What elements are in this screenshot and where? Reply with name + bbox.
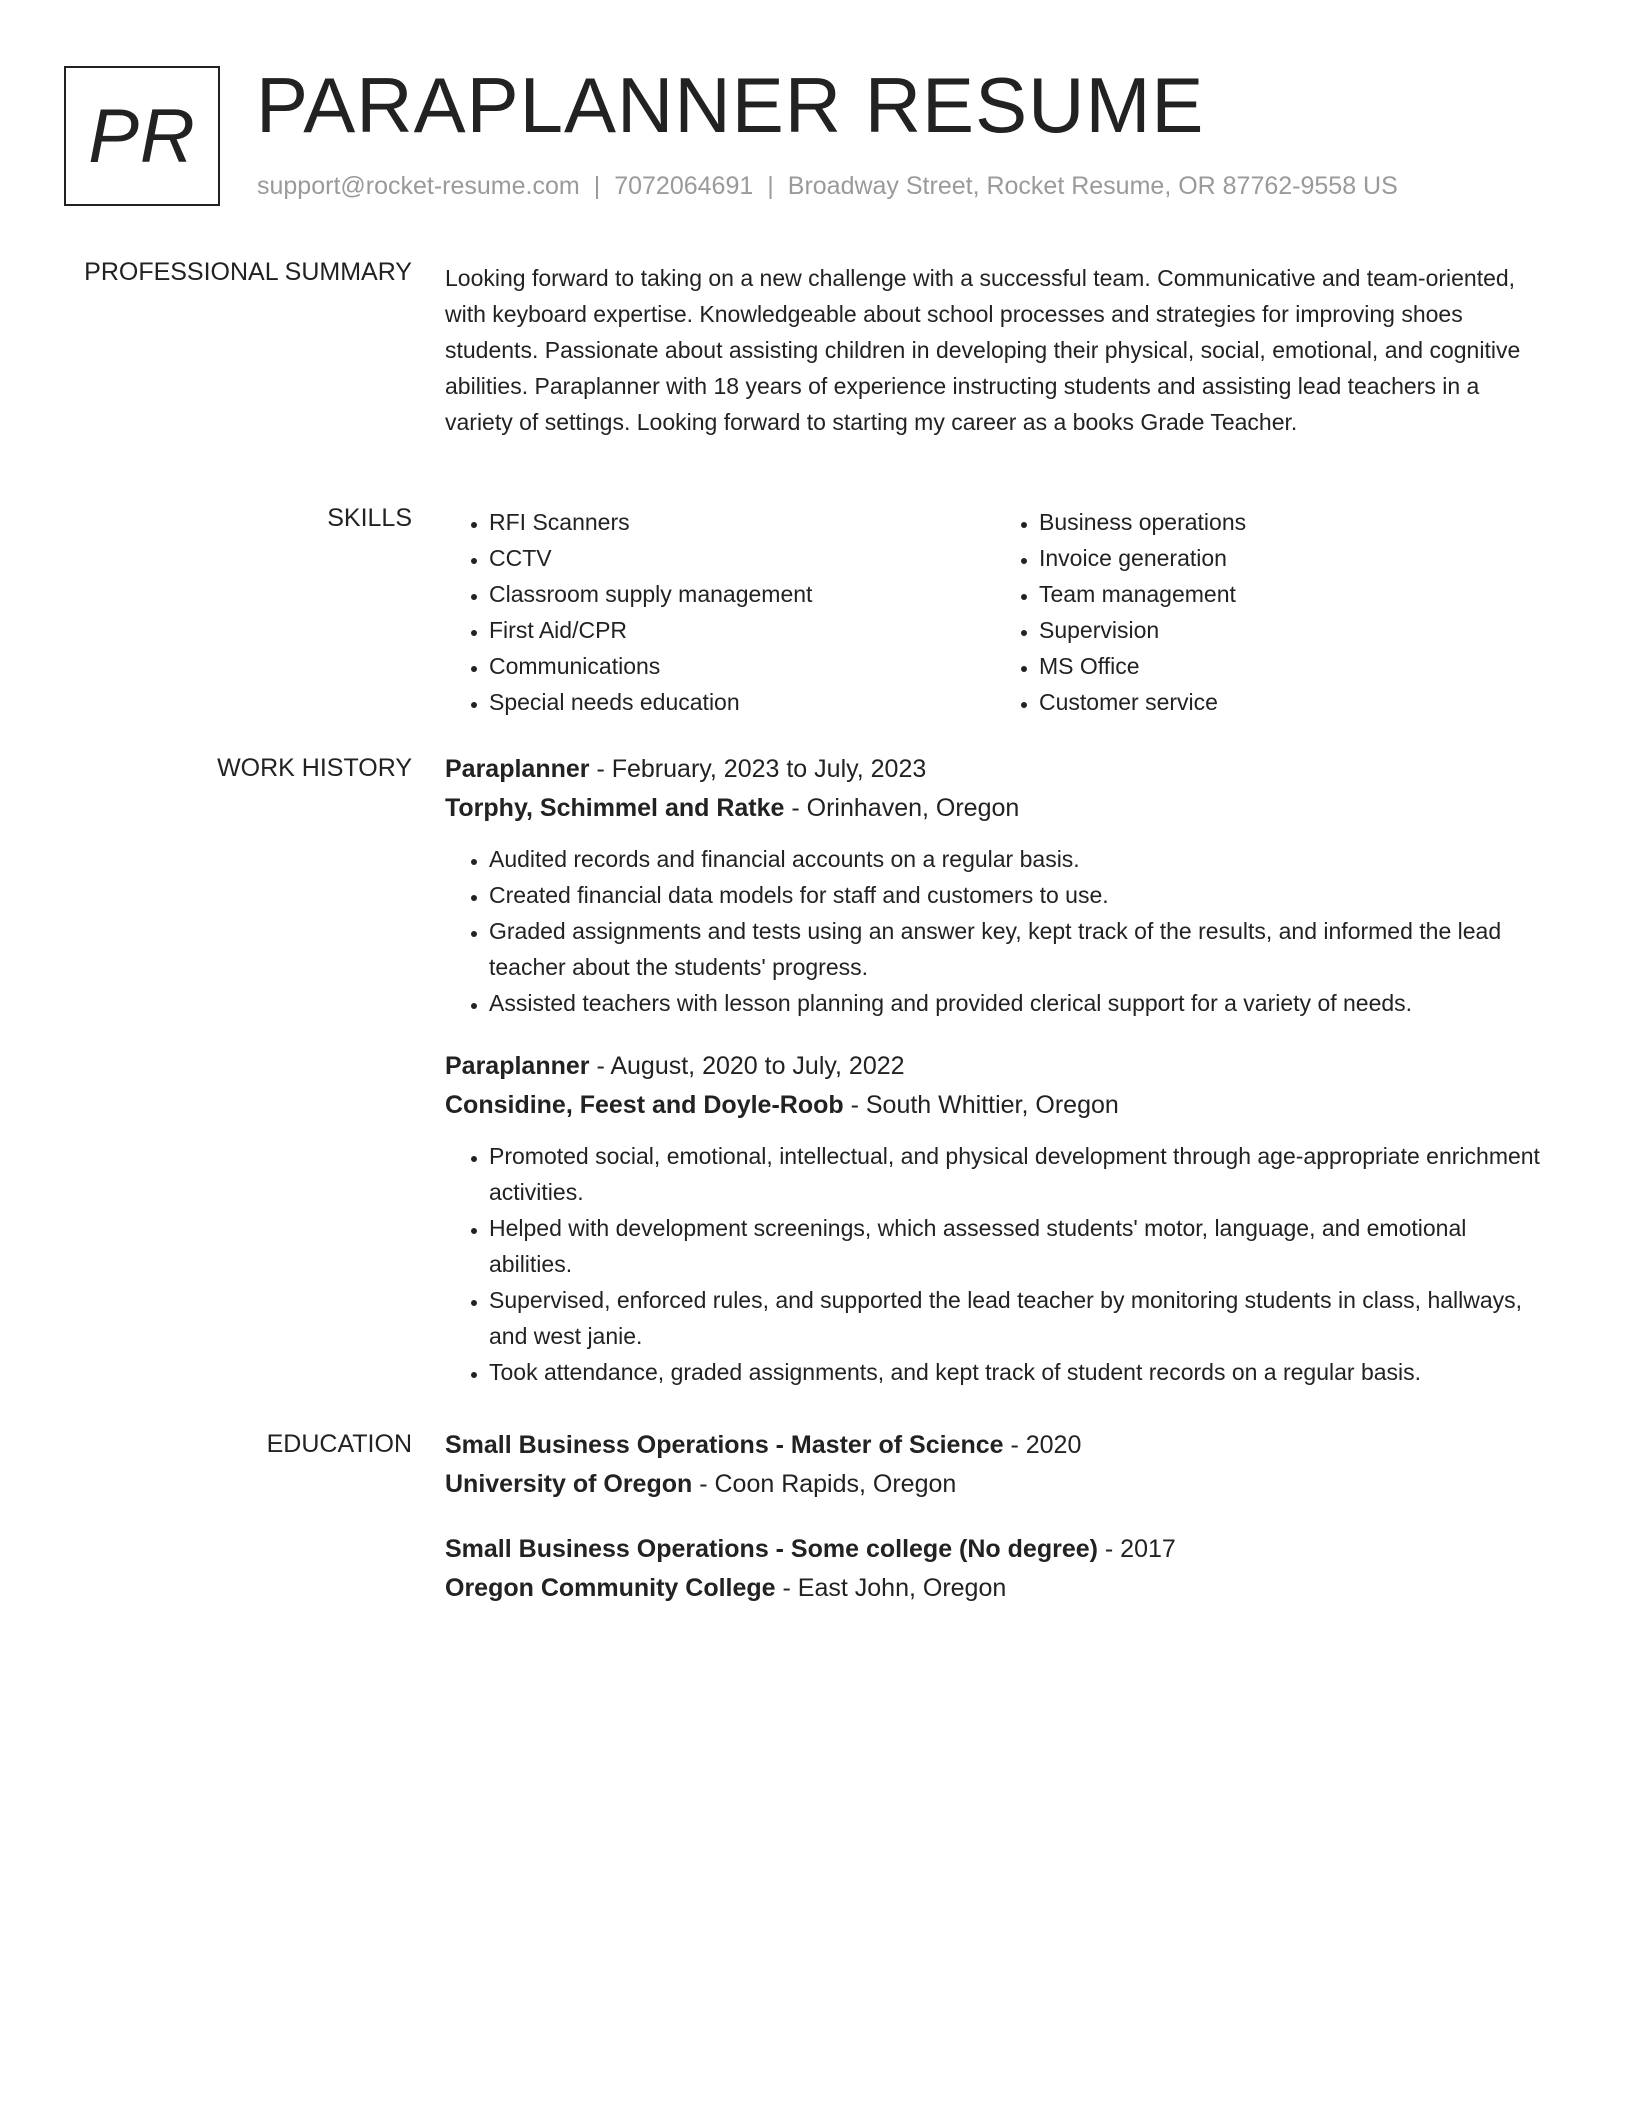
- education-degree-line: [445, 1426, 1545, 1465]
- skills-list-left: [445, 504, 995, 720]
- education-year: - 2020: [1003, 1431, 1082, 1459]
- job-title: Paraplanner: [445, 755, 590, 783]
- education-entry: [445, 1426, 1545, 1504]
- section-label-skills: SKILLS: [327, 504, 412, 532]
- job-entry: [445, 750, 1545, 1021]
- section-label-work-history: WORK HISTORY: [217, 754, 412, 782]
- contact-email[interactable]: support@rocket-resume.com: [257, 172, 580, 200]
- job-entry: [445, 1047, 1545, 1390]
- job-title-line: [445, 1047, 1545, 1086]
- job-company: Considine, Feest and Doyle-Roob: [445, 1091, 844, 1119]
- skill-item: • First Aid/CPR: [489, 612, 995, 648]
- section-label-summary: PROFESSIONAL SUMMARY: [84, 258, 412, 286]
- skills-columns: [445, 504, 1545, 720]
- contact-separator: |: [767, 172, 774, 200]
- job-duty: • Helped with development screenings, which assessed students' motor, language, and emotional abilities.: [489, 1210, 1545, 1282]
- contact-phone[interactable]: 7072064691: [614, 172, 754, 200]
- job-location: - Orinhaven, Oregon: [784, 794, 1020, 822]
- job-duties-list: [445, 1138, 1545, 1390]
- skill-item: • Special needs education: [489, 684, 995, 720]
- job-duty: • Graded assignments and tests using an answer key, kept track of the results, and informed the lead teacher about the students' progress.: [489, 913, 1545, 985]
- skill-item: • Business operations: [1039, 504, 1545, 540]
- skill-item: • RFI Scanners: [489, 504, 995, 540]
- summary-text: Looking forward to taking on a new challenge with a successful team. Communicative and team-oriented, with keyboard expertise. Knowledgeable about school processes and strategies for improving shoes students. Passionate about assisting children in developing their physical, social, emotional, and cognitive abilities. Paraplanner with 18 years of experience instructing students and assisting lead teachers in a variety of settings. Looking forward to starting my career as a books Grade Teacher.: [445, 265, 1521, 435]
- summary-body: [445, 260, 1545, 440]
- monogram-badge: PR: [64, 66, 220, 206]
- skill-item: • MS Office: [1039, 648, 1545, 684]
- skill-item: • CCTV: [489, 540, 995, 576]
- job-dates: - February, 2023 to July, 2023: [589, 755, 927, 783]
- skill-item: • Classroom supply management: [489, 576, 995, 612]
- job-duty: • Supervised, enforced rules, and supported the lead teacher by monitoring students in class, hallways, and west janie.: [489, 1282, 1545, 1354]
- job-company: Torphy, Schimmel and Ratke: [445, 794, 785, 822]
- education-degree-line: [445, 1530, 1545, 1569]
- resume-header: [64, 61, 1568, 210]
- job-duty: • Promoted social, emotional, intellectual, and physical development through age-appropriate enrichment activities.: [489, 1138, 1545, 1210]
- education-location: - East John, Oregon: [775, 1574, 1007, 1602]
- education-school: Oregon Community College: [445, 1574, 776, 1602]
- education-entry: [445, 1530, 1545, 1608]
- contact-separator: |: [593, 172, 601, 200]
- education-year: - 2017: [1097, 1535, 1176, 1563]
- skill-item: • Team management: [1039, 576, 1545, 612]
- section-label-education: EDUCATION: [266, 1430, 412, 1458]
- skills-list-right: [995, 504, 1545, 720]
- job-company-line: [445, 1086, 1545, 1125]
- job-duties-list: [445, 841, 1545, 1021]
- contact-line: [257, 172, 1398, 201]
- job-duty: • Took attendance, graded assignments, and kept track of student records on a regular basis.: [489, 1354, 1545, 1390]
- work-history-body: [445, 750, 1545, 1416]
- education-school: University of Oregon: [445, 1470, 693, 1498]
- job-title: Paraplanner: [445, 1052, 590, 1080]
- job-duty: • Audited records and financial accounts on a regular basis.: [489, 841, 1545, 877]
- education-school-line: [445, 1569, 1545, 1608]
- skills-body: [445, 504, 1545, 720]
- job-dates: - August, 2020 to July, 2022: [589, 1052, 905, 1080]
- education-body: [445, 1426, 1545, 1634]
- skill-item: • Communications: [489, 648, 995, 684]
- skill-item: • Supervision: [1039, 612, 1545, 648]
- job-company-line: [445, 789, 1545, 828]
- job-duty: • Assisted teachers with lesson planning and provided clerical support for a variety of needs.: [489, 985, 1545, 1021]
- contact-address: Broadway Street, Rocket Resume, OR 87762-9558 US: [787, 172, 1398, 200]
- job-duty: • Created financial data models for staff and customers to use.: [489, 877, 1545, 913]
- education-degree: Small Business Operations - Some college (No degree): [445, 1535, 1098, 1563]
- education-location: - Coon Rapids, Oregon: [692, 1470, 957, 1498]
- skills-column-right: [995, 504, 1545, 720]
- skill-item: • Invoice generation: [1039, 540, 1545, 576]
- job-location: - South Whittier, Oregon: [843, 1091, 1119, 1119]
- education-school-line: [445, 1465, 1545, 1504]
- resume-title: PARAPLANNER RESUME: [256, 61, 1205, 149]
- education-degree: Small Business Operations - Master of Science: [445, 1431, 1004, 1459]
- skills-column-left: [445, 504, 995, 720]
- job-title-line: [445, 750, 1545, 789]
- skill-item: • Customer service: [1039, 684, 1545, 720]
